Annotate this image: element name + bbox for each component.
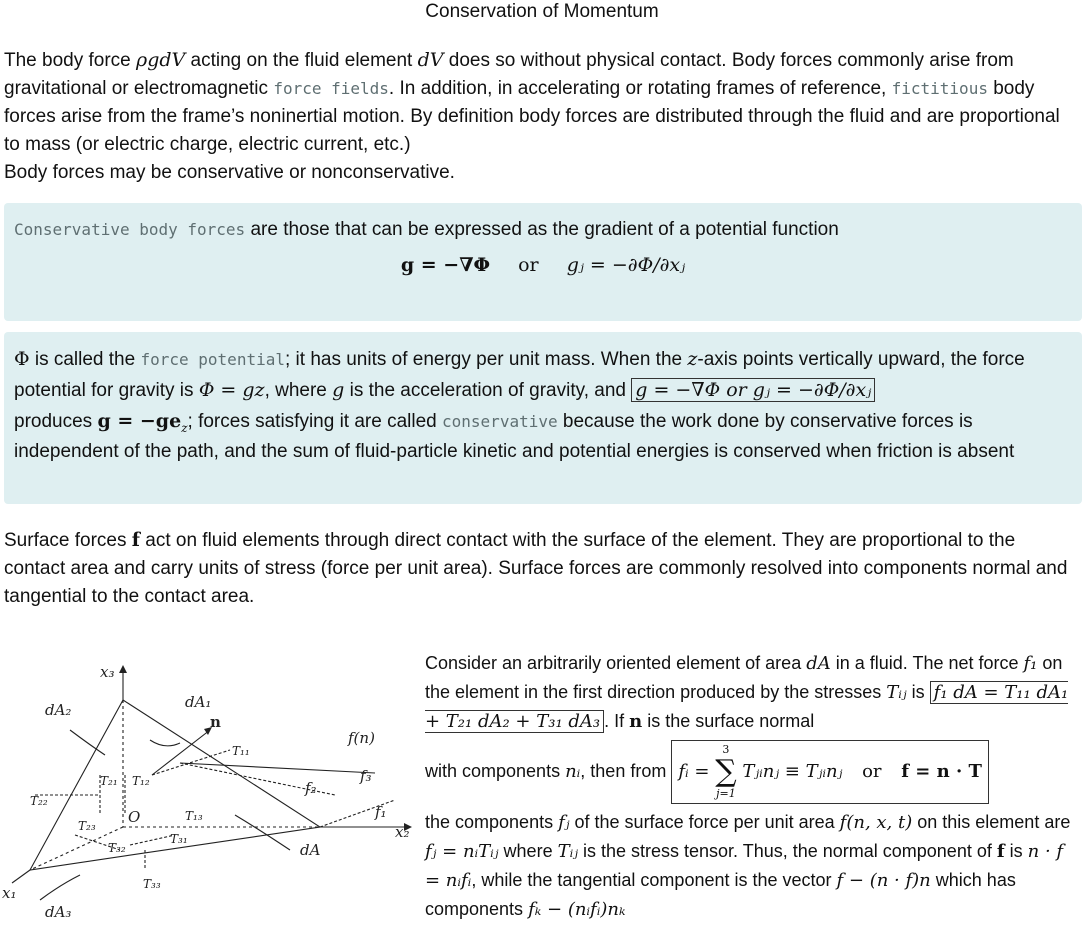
label-dA3: dA₃ — [45, 903, 72, 921]
page-title: Conservation of Momentum — [425, 1, 659, 22]
label-x1: x₁ — [2, 884, 17, 902]
stress-para-3: the components fⱼ of the surface force per unit area f(n, x, t) on this element are fⱼ = nᵢTᵢⱼ where Tᵢⱼ is the stress tensor. Thus, the normal component of f is n · f = nᵢfᵢ, while the tangential component is the vector f − (n · f)n which has components fₖ − (nᵢfᵢ)nₖ — [425, 812, 1071, 920]
label-T13: T₁₃ — [185, 809, 203, 823]
intro-paragraph: The body force ρgdV acting on the fluid element dV does so without physical contact. Body forces commonly arise from gravitational or electromagnetic force fields. In addition, in accelerating or rotating frames of reference, fictitious body forces arise from the frame’s noninertial motion. By definition body forces are distributed through the fluid and are proportional to mass (or electric charge, electric current, etc.) Body forces may be conservative or nonconservative. — [4, 49, 1060, 183]
link-force-potential[interactable]: force potential — [140, 350, 285, 369]
label-x2: x₂ — [395, 823, 410, 841]
link-force-fields[interactable]: force fields — [273, 79, 389, 98]
surface-forces-paragraph: Surface forces f act on fluid elements through direct contact with the surface of the element. They are proportional to the contact area and carry units of stress (force per unit area). Surface forces are commonly resolved into components normal and tangential to the contact area. — [4, 529, 1068, 607]
boxed-equation: g = −∇Φ or gⱼ = −∂Φ/∂xⱼ — [631, 378, 875, 402]
body-forces-line: Body forces may be conservative or nonconservative. — [4, 162, 455, 183]
label-T23: T₂₃ — [78, 819, 96, 833]
link-conservative[interactable]: conservative — [442, 412, 558, 431]
boxed-f1-equation: f₁ dA = T₁₁ dA₁ + T₂₁ dA₂ + T₃₁ dA₃ — [425, 682, 1069, 732]
label-dA1: dA₁ — [185, 693, 212, 711]
stress-explanation — [425, 649, 1080, 924]
link-fictitious[interactable]: fictitious — [891, 79, 988, 98]
stress-element-figure — [0, 655, 420, 935]
label-origin: O — [128, 808, 141, 826]
label-T32: T₃₂ — [108, 841, 126, 855]
label-dA2: dA₂ — [45, 701, 72, 719]
link-conservative-body-forces[interactable]: Conservative body forces — [14, 220, 246, 239]
label-f3: f₃ — [360, 767, 372, 785]
label-T33: T₃₃ — [143, 877, 161, 891]
conservative-panel: Conservative body forces are those that can be expressed as the gradient of a potential function g = −∇Φ or gⱼ = −∂Φ/∂xⱼ — [4, 203, 1082, 321]
summation-equation: fᵢ = 3 ∑ j=1 Tⱼᵢnⱼ ≡ Tⱼᵢnⱼ or f = n · T — [671, 740, 989, 804]
label-fn: f(n) — [348, 729, 375, 747]
force-potential-panel: Φ is called the force potential; it has units of energy per unit mass. When the z-axis points vertically upward, the force potential for gravity is Φ = gz, where g is the acceleration of gravity, and g = −∇Φ or gⱼ = −∂Φ/∂xⱼ produces $g = -ge_z$; forces satisfying it are called conservative because the work done by conservative forces is independent of the path, and the sum of fluid-particle kinetic and potential energies is conserved when friction is absent — [4, 332, 1082, 504]
label-T21: T₂₁ — [100, 774, 118, 788]
label-dA: dA — [300, 841, 321, 859]
label-T12: T₁₂ — [132, 774, 150, 788]
gradient-equation: g = −∇Φ or gⱼ = −∂Φ/∂xⱼ — [400, 254, 686, 276]
stress-para-2: with components nᵢ, then from fᵢ = 3 ∑ j=1 Tⱼᵢnⱼ ≡ Tⱼᵢnⱼ or f = n · T — [425, 740, 1080, 804]
label-f1: f₁ — [375, 803, 387, 821]
label-f2: f₂ — [305, 779, 317, 797]
label-T22: T₂₂ — [30, 794, 48, 808]
stress-para-1: Consider an arbitrarily oriented element of area dA in a fluid. The net force f₁ on the element in the first direction produced by the stresses Tᵢⱼ is f₁ dA = T₁₁ dA₁ + T₂₁ dA₂ + T₃₁ dA₃ . If n is the surface normal — [425, 653, 1069, 732]
label-x3: x₃ — [100, 663, 115, 681]
label-n: n — [210, 713, 221, 731]
label-T11: T₁₁ — [232, 744, 250, 758]
label-T31: T₃₁ — [170, 832, 188, 846]
